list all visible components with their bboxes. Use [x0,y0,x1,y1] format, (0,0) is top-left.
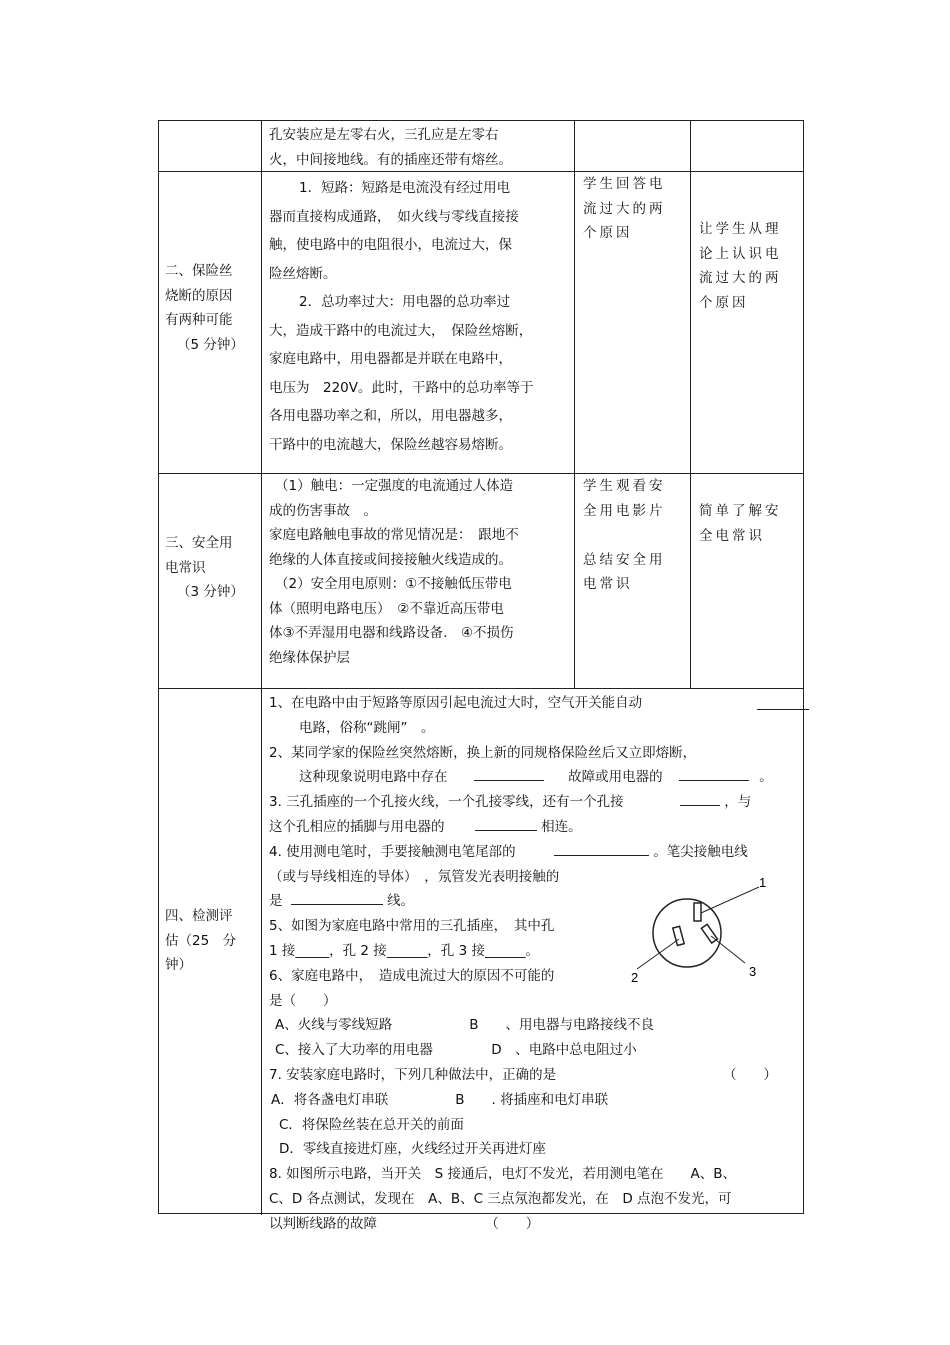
socket-hole-1 [694,903,701,921]
question-1: 1、在电路中由于短路等原因引起电流过大时，空气开关能自动 [269,691,801,716]
answer-blank[interactable] [291,890,383,905]
answer-blank[interactable] [475,816,537,831]
row4-stage: 四、检测评 估（25 分 钟） [165,908,237,973]
socket-label-2: 2 [631,970,639,985]
question-7: 7. 安装家庭电路时，下列几种做法中，正确的是 （ ） [269,1066,777,1083]
col-divider [261,121,262,1215]
row2-stage: 二、保险丝 烧断的原因 有两种可能 （5 分钟） [165,263,244,353]
question-8-line: 以判断线路的故障 （ ） [269,1215,540,1232]
question-7-options-ab: A．将各盏电灯串联 B . 将插座和电灯串联 [271,1091,609,1108]
row3-intent: 简单了解安 全电常识 [699,503,782,544]
answer-blank[interactable] [757,695,809,710]
question-3-line: 这个孔相应的插脚与用电器的 相连。 [269,815,801,840]
row2-intent: 让学生从理 论上认识电 流过大的两 个原因 [699,221,782,311]
col-divider [574,121,575,688]
row2-student: 学生回答电 流过大的两 个原因 [583,176,666,241]
answer-blank[interactable] [554,841,649,856]
answer-blank[interactable] [679,766,749,781]
col-divider [690,121,691,688]
question-3: 3. 三孔插座的一个孔接火线，一个孔接零线，还有一个孔接 ，与 [269,790,801,815]
lesson-table [158,120,804,1232]
socket-hole-3 [701,924,717,943]
answer-blank[interactable] [474,766,544,781]
row3-stage: 三、安全用 电常识 （3 分钟） [165,535,244,600]
answer-blank[interactable] [680,791,720,806]
leader-line-1 [701,887,759,913]
row3-student: 学生观看安 全用电影片 总结安全用 电常识 [583,478,666,592]
socket-diagram [625,873,775,988]
row3-content: （1）触电：一定强度的电流通过人体造 成的伤害事故 。 家庭电路触电事故的常见情况是： 跟地不 绝缘的人体直接或间接接触火线造成的。 （2）安全用电原则：①不接触低压带电 体（照明电路电压） ②不靠近高压带电 体③不弄湿用电器和线路设备. ④不损伤 绝缘体保护层 [269,478,519,666]
row4-questions: 1、在电路中由于短路等原因引起电流过大时，空气开关能自动 电路，俗称“跳闸” 。 2、某同学家的保险丝突然熔断，换上新的同规格保险丝后又立即熔断， 这种现象说明电路中存在 故障或用电器的 。 3. 三孔插座的一个孔接火线，一个孔接零线，还有一个孔接 ，与 这个孔相应的插脚与用电器的 相连。 4. 使用测电笔时，手要接触测电笔尾部的 。笔尖接触电线 （或与导线相连的导体） ，氖管发光表明接触的 是 线。 5、如图为家庭电路中常用的三孔插座， 其中孔 1 接_____，孔 2 接______，孔 3 接______。 6、家庭电路中， 造成电流过大的原因不可能的 是（ ） A、火线与零线短路 B 、用电器与电路接线不良 C、接入了大功率的用电器 D 、电路中总电阻过小 7. 安装家庭电路时，下列几种做法中，正确的是 （ ） A．将各盏电灯串联 B . 将插座和电灯串联 C．将保险丝装在总开关的前面 D．零线直接进灯座，火线经过开关再进灯座 8. 如图所示电路，当开关 S 接通后，电灯不发光，若用测电笔在 A、B、 C、D 各点测试，发现在 A、B、C 三点氖泡都发光，在 D 点泡不发光，可 以判断线路的故障 （ ） [269,691,801,1237]
row-divider [159,688,803,689]
question-4-line: 是 线。 [269,889,801,914]
socket-label-1: 1 [759,875,767,890]
row2-content: 1．短路：短路是电流没有经过用电 器而直接构成通路， 如火线与零线直接接 触，使电路中的电阻很小，电流过大，保 险丝熔断。 2．总功率过大：用电器的总功率过 大，造成干路中的电流过大， 保险丝熔断， 家庭电路中，用电器都是并联在电路中， 电压为 220V。此时，干路中的总功率等于 各用电器功率之和，所以，用电器越多， 干路中的电流越大，保险丝越容易熔断。 [269,180,534,453]
socket-label-3: 3 [749,964,757,979]
question-4: 4. 使用测电笔时，手要接触测电笔尾部的 。笔尖接触电线 [269,840,801,865]
question-6-options-cd: C、接入了大功率的用电器 D 、电路中总电阻过小 [275,1042,637,1059]
row1-content: 孔安装应是左零右火，三孔应是左零右 火，中间接地线。有的插座还带有熔丝。 [269,127,512,168]
question-2-line: 这种现象说明电路中存在 故障或用电器的 。 [269,765,801,790]
question-6-options-ab: A、火线与零线短路 B 、用电器与电路接线不良 [275,1017,655,1034]
